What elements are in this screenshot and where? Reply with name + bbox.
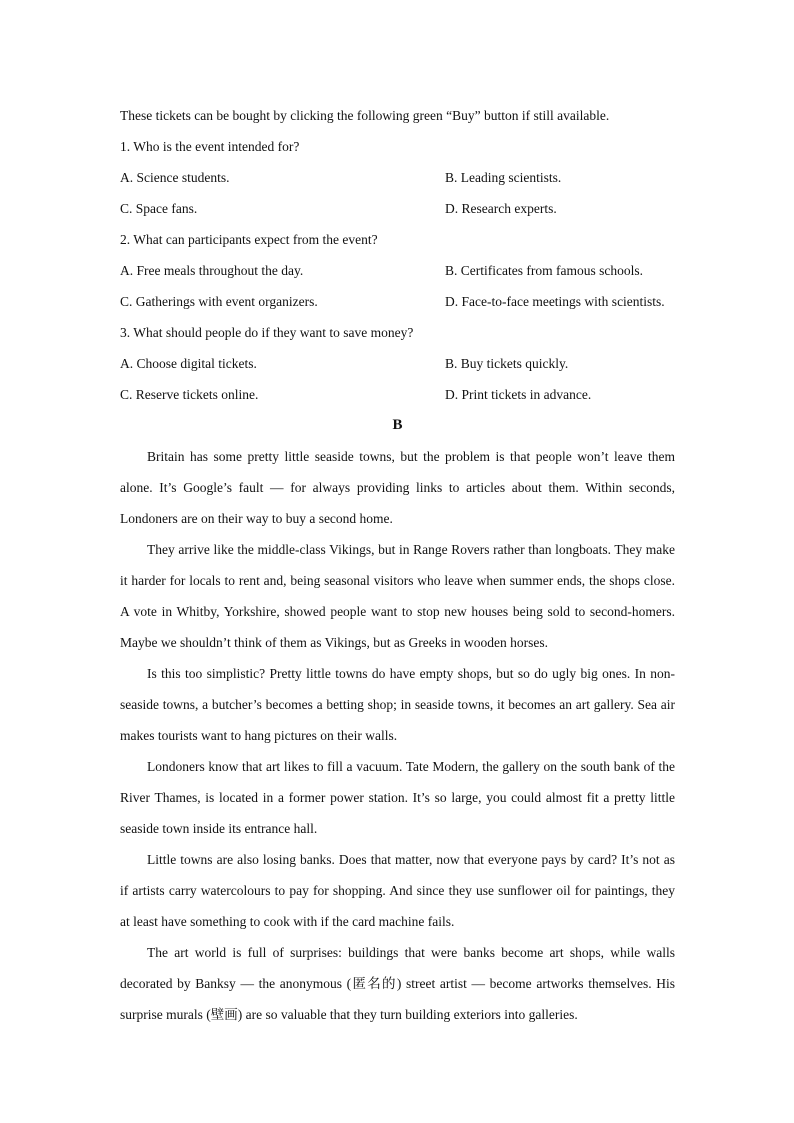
options-row	[120, 162, 675, 193]
question-1: 1. Who is the event intended for?	[120, 139, 300, 154]
paragraph: The art world is full of surprises: buildings that were banks become art shops, while walls decorated by Banksy — the anonymous (匿名的) street artist — become artworks themselves. His surprise murals (壁画) are so valuable that they turn building exteriors into galleries.	[120, 945, 675, 1022]
option-c: C. Reserve tickets online.	[120, 387, 259, 402]
option-a: A. Choose digital tickets.	[120, 356, 257, 371]
paragraph: Londoners know that art likes to fill a vacuum. Tate Modern, the gallery on the south bank of the River Thames, is located in a former power station. It’s so large, you could almost fit a pretty little seaside town inside its entrance hall.	[120, 759, 675, 836]
options-row	[120, 348, 675, 379]
option-b: B. Leading scientists.	[445, 170, 562, 185]
option-a: A. Science students.	[120, 170, 230, 185]
option-d: D. Face-to-face meetings with scientists.	[445, 294, 665, 309]
section-heading: B	[392, 417, 403, 433]
question-3: 3. What should people do if they want to save money?	[120, 325, 414, 340]
option-a: A. Free meals throughout the day.	[120, 263, 304, 278]
question-2: 2. What can participants expect from the event?	[120, 232, 378, 247]
options-row	[120, 286, 675, 317]
paragraph: Little towns are also losing banks. Does that matter, now that everyone pays by card? It’s not as if artists carry watercolours to pay for shopping. And since they use sunflower oil for paintings, they at least have something to cook with if the card machine fails.	[120, 852, 675, 929]
option-b: B. Buy tickets quickly.	[445, 356, 569, 371]
document-page	[120, 100, 675, 1030]
option-c: C. Gatherings with event organizers.	[120, 294, 318, 309]
paragraph: Britain has some pretty little seaside towns, but the problem is that people won’t leave them alone. It’s Google’s fault — for always providing links to articles about them. Within seconds, Londoners are on their way to buy a second home.	[120, 449, 675, 526]
paragraph: Is this too simplistic? Pretty little towns do have empty shops, but so do ugly big ones. In non-seaside towns, a butcher’s becomes a betting shop; in seaside towns, it becomes an art gallery. Sea air makes tourists want to hang pictures on their walls.	[120, 666, 675, 743]
option-d: D. Print tickets in advance.	[445, 387, 592, 402]
paragraph: They arrive like the middle-class Vikings, but in Range Rovers rather than longboats. They make it harder for locals to rent and, being seasonal visitors who leave when summer ends, the shops close. A vote in Whitby, Yorkshire, showed people want to stop new houses being sold to second-homers. Maybe we shouldn’t think of them as Vikings, but as Greeks in wooden horses.	[120, 542, 675, 650]
options-row	[120, 193, 675, 224]
options-row	[120, 379, 675, 410]
option-d: D. Research experts.	[445, 201, 557, 216]
options-row	[120, 255, 675, 286]
intro-text: These tickets can be bought by clicking the following green “Buy” button if still available.	[120, 108, 610, 123]
option-b: B. Certificates from famous schools.	[445, 263, 643, 278]
option-c: C. Space fans.	[120, 201, 198, 216]
